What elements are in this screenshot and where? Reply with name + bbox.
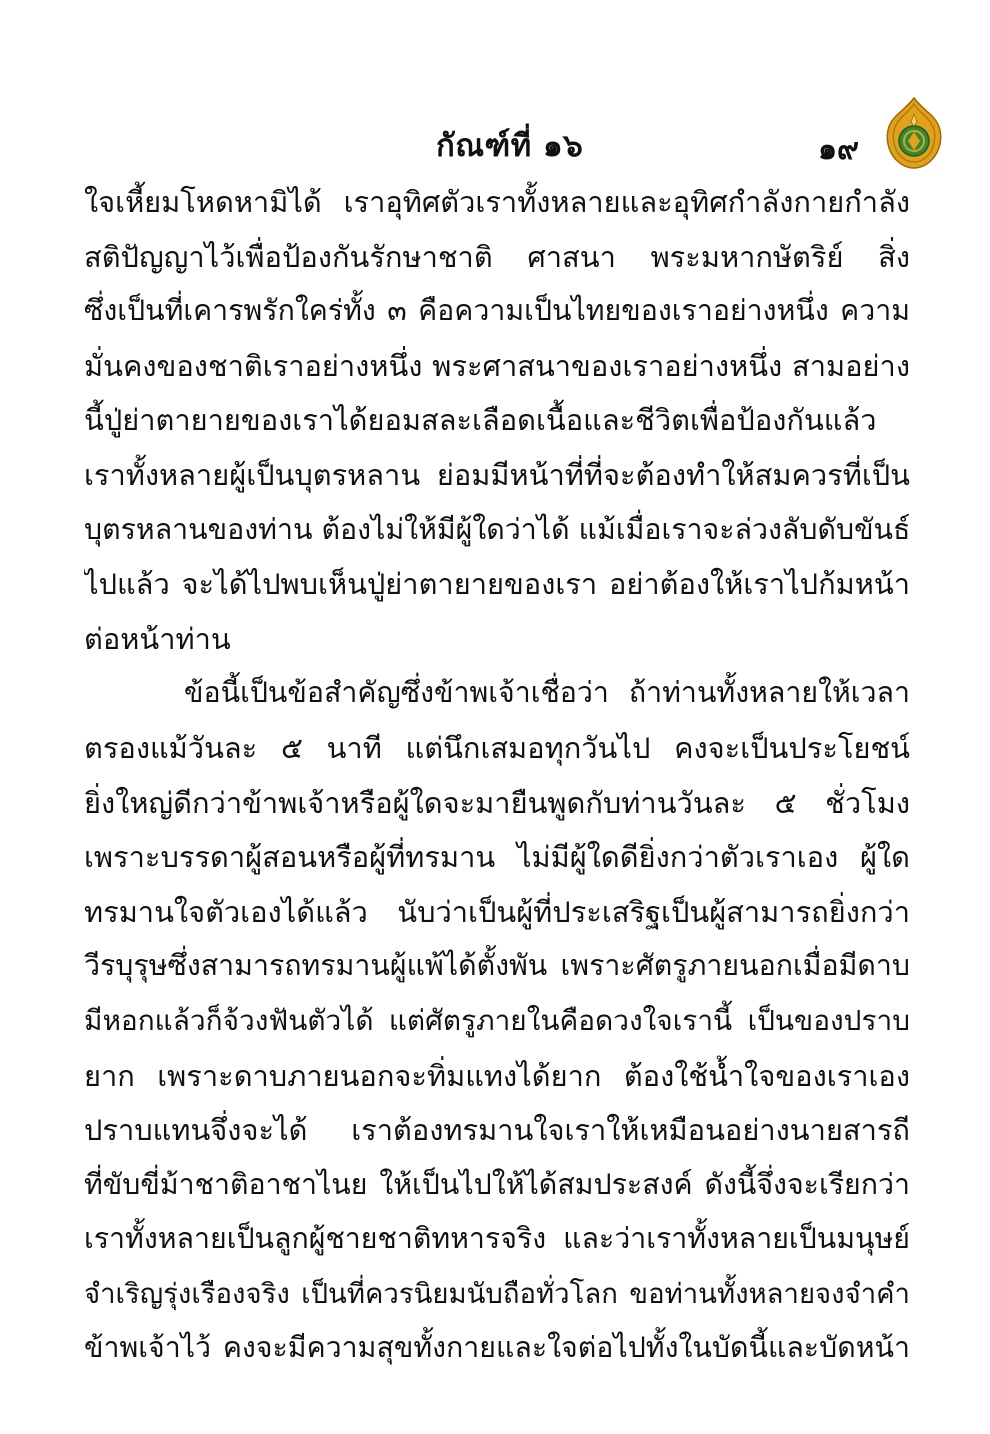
text-line: ข้าพเจ้าไว้ คงจะมีความสุขทั้งกายและใจต่อไปทั้งในบัดนี้และบัดหน้า xyxy=(84,1331,910,1365)
body-text xyxy=(84,175,910,1376)
text-line: จำเริญรุ่งเรืองจริง เป็นที่ควรนิยมนับถือทั่วโลก ขอท่านทั้งหลายจงจำคำ xyxy=(84,1277,910,1310)
ministry-emblem-icon xyxy=(882,96,946,170)
text-line: มั่นคงของชาติเราอย่างหนึ่ง พระศาสนาของเราอย่างหนึ่ง สามอย่าง xyxy=(84,348,910,383)
text-line: เราทั้งหลายเป็นลูกผู้ชายชาติทหารจริง และว่าเราทั้งหลายเป็นมนุษย์ xyxy=(84,1222,910,1256)
text-line: ปราบแทนจึ่งจะได้ เราต้องทรมานใจเราให้เหมือนอย่างนายสารถี xyxy=(84,1113,910,1148)
text-line: ไปแล้ว จะได้ไปพบเห็นปู่ย่าตายายของเรา อย่าต้องให้เราไปก้มหน้า xyxy=(84,567,910,602)
page-header xyxy=(0,120,990,172)
text-line: นี้ปู่ย่าตายายของเราได้ยอมสละเลือดเนื้อและชีวิตเพื่อป้องกันแล้ว xyxy=(84,403,877,438)
text-line: มีหอกแล้วก็จ้วงฟันตัวได้ แต่ศัตรูภายในคือดวงใจเรานี้ เป็นของปราบ xyxy=(84,1003,910,1037)
paragraph-1 xyxy=(84,175,910,666)
text-line: ซึ่งเป็นที่เคารพรักใคร่ทั้ง ๓ คือความเป็นไทยของเราอย่างหนึ่ง ความ xyxy=(84,294,910,328)
text-line: ตรองแม้วันละ ๕ นาที แต่นึกเสมอทุกวันไป คงจะเป็นประโยชน์ xyxy=(84,730,910,765)
text-line: ที่ขับขี่ม้าชาติอาชาไนย ให้เป็นไปให้ได้สมประสงค์ ดังนี้จึ่งจะเรียกว่า xyxy=(84,1167,910,1201)
text-line: ต่อหน้าท่าน xyxy=(84,621,231,656)
chapter-title: กัณฑ์ที่ ๑๖ xyxy=(436,128,584,164)
text-line: เพราะบรรดาผู้สอนหรือผู้ที่ทรมาน ไม่มีผู้ใดดียิ่งกว่าตัวเราเอง ผู้ใด xyxy=(84,840,910,875)
text-line: สติปัญญาไว้เพื่อป้องกันรักษาชาติ ศาสนา พระมหากษัตริย์ สิ่ง xyxy=(84,239,910,274)
text-line: เราทั้งหลายผู้เป็นบุตรหลาน ย่อมมีหน้าที่ที่จะต้องทำให้สมควรที่เป็น xyxy=(84,457,910,492)
text-line: ทรมานใจตัวเองได้แล้ว นับว่าเป็นผู้ที่ประเสริฐเป็นผู้สามารถยิ่งกว่า xyxy=(84,894,910,929)
text-line: ข้อนี้เป็นข้อสำคัญซึ่งข้าพเจ้าเชื่อว่า ถ้าท่านทั้งหลายให้เวลา xyxy=(184,676,910,710)
page-number: ๑๙ xyxy=(818,132,860,167)
paragraph-2 xyxy=(84,666,910,1376)
text-line: ยาก เพราะดาบภายนอกจะทิ่มแทงได้ยาก ต้องใช้น้ำใจของเราเอง xyxy=(84,1058,910,1093)
text-line: วีรบุรุษซึ่งสามารถทรมานผู้แพ้ได้ตั้งพัน เพราะศัตรูภายนอกเมื่อมีดาบ xyxy=(84,949,910,983)
text-line: ยิ่งใหญ่ดีกว่าข้าพเจ้าหรือผู้ใดจะมายืนพูดกับท่านวันละ ๕ ชั่วโมง xyxy=(84,785,910,820)
text-line: บุตรหลานของท่าน ต้องไม่ให้มีผู้ใดว่าได้ แม้เมื่อเราจะล่วงลับดับขันธ์ xyxy=(84,512,910,546)
text-line: ใจเหี้ยมโหดหามิได้ เราอุทิศตัวเราทั้งหลายและอุทิศกำลังกายกำลัง xyxy=(84,185,910,219)
